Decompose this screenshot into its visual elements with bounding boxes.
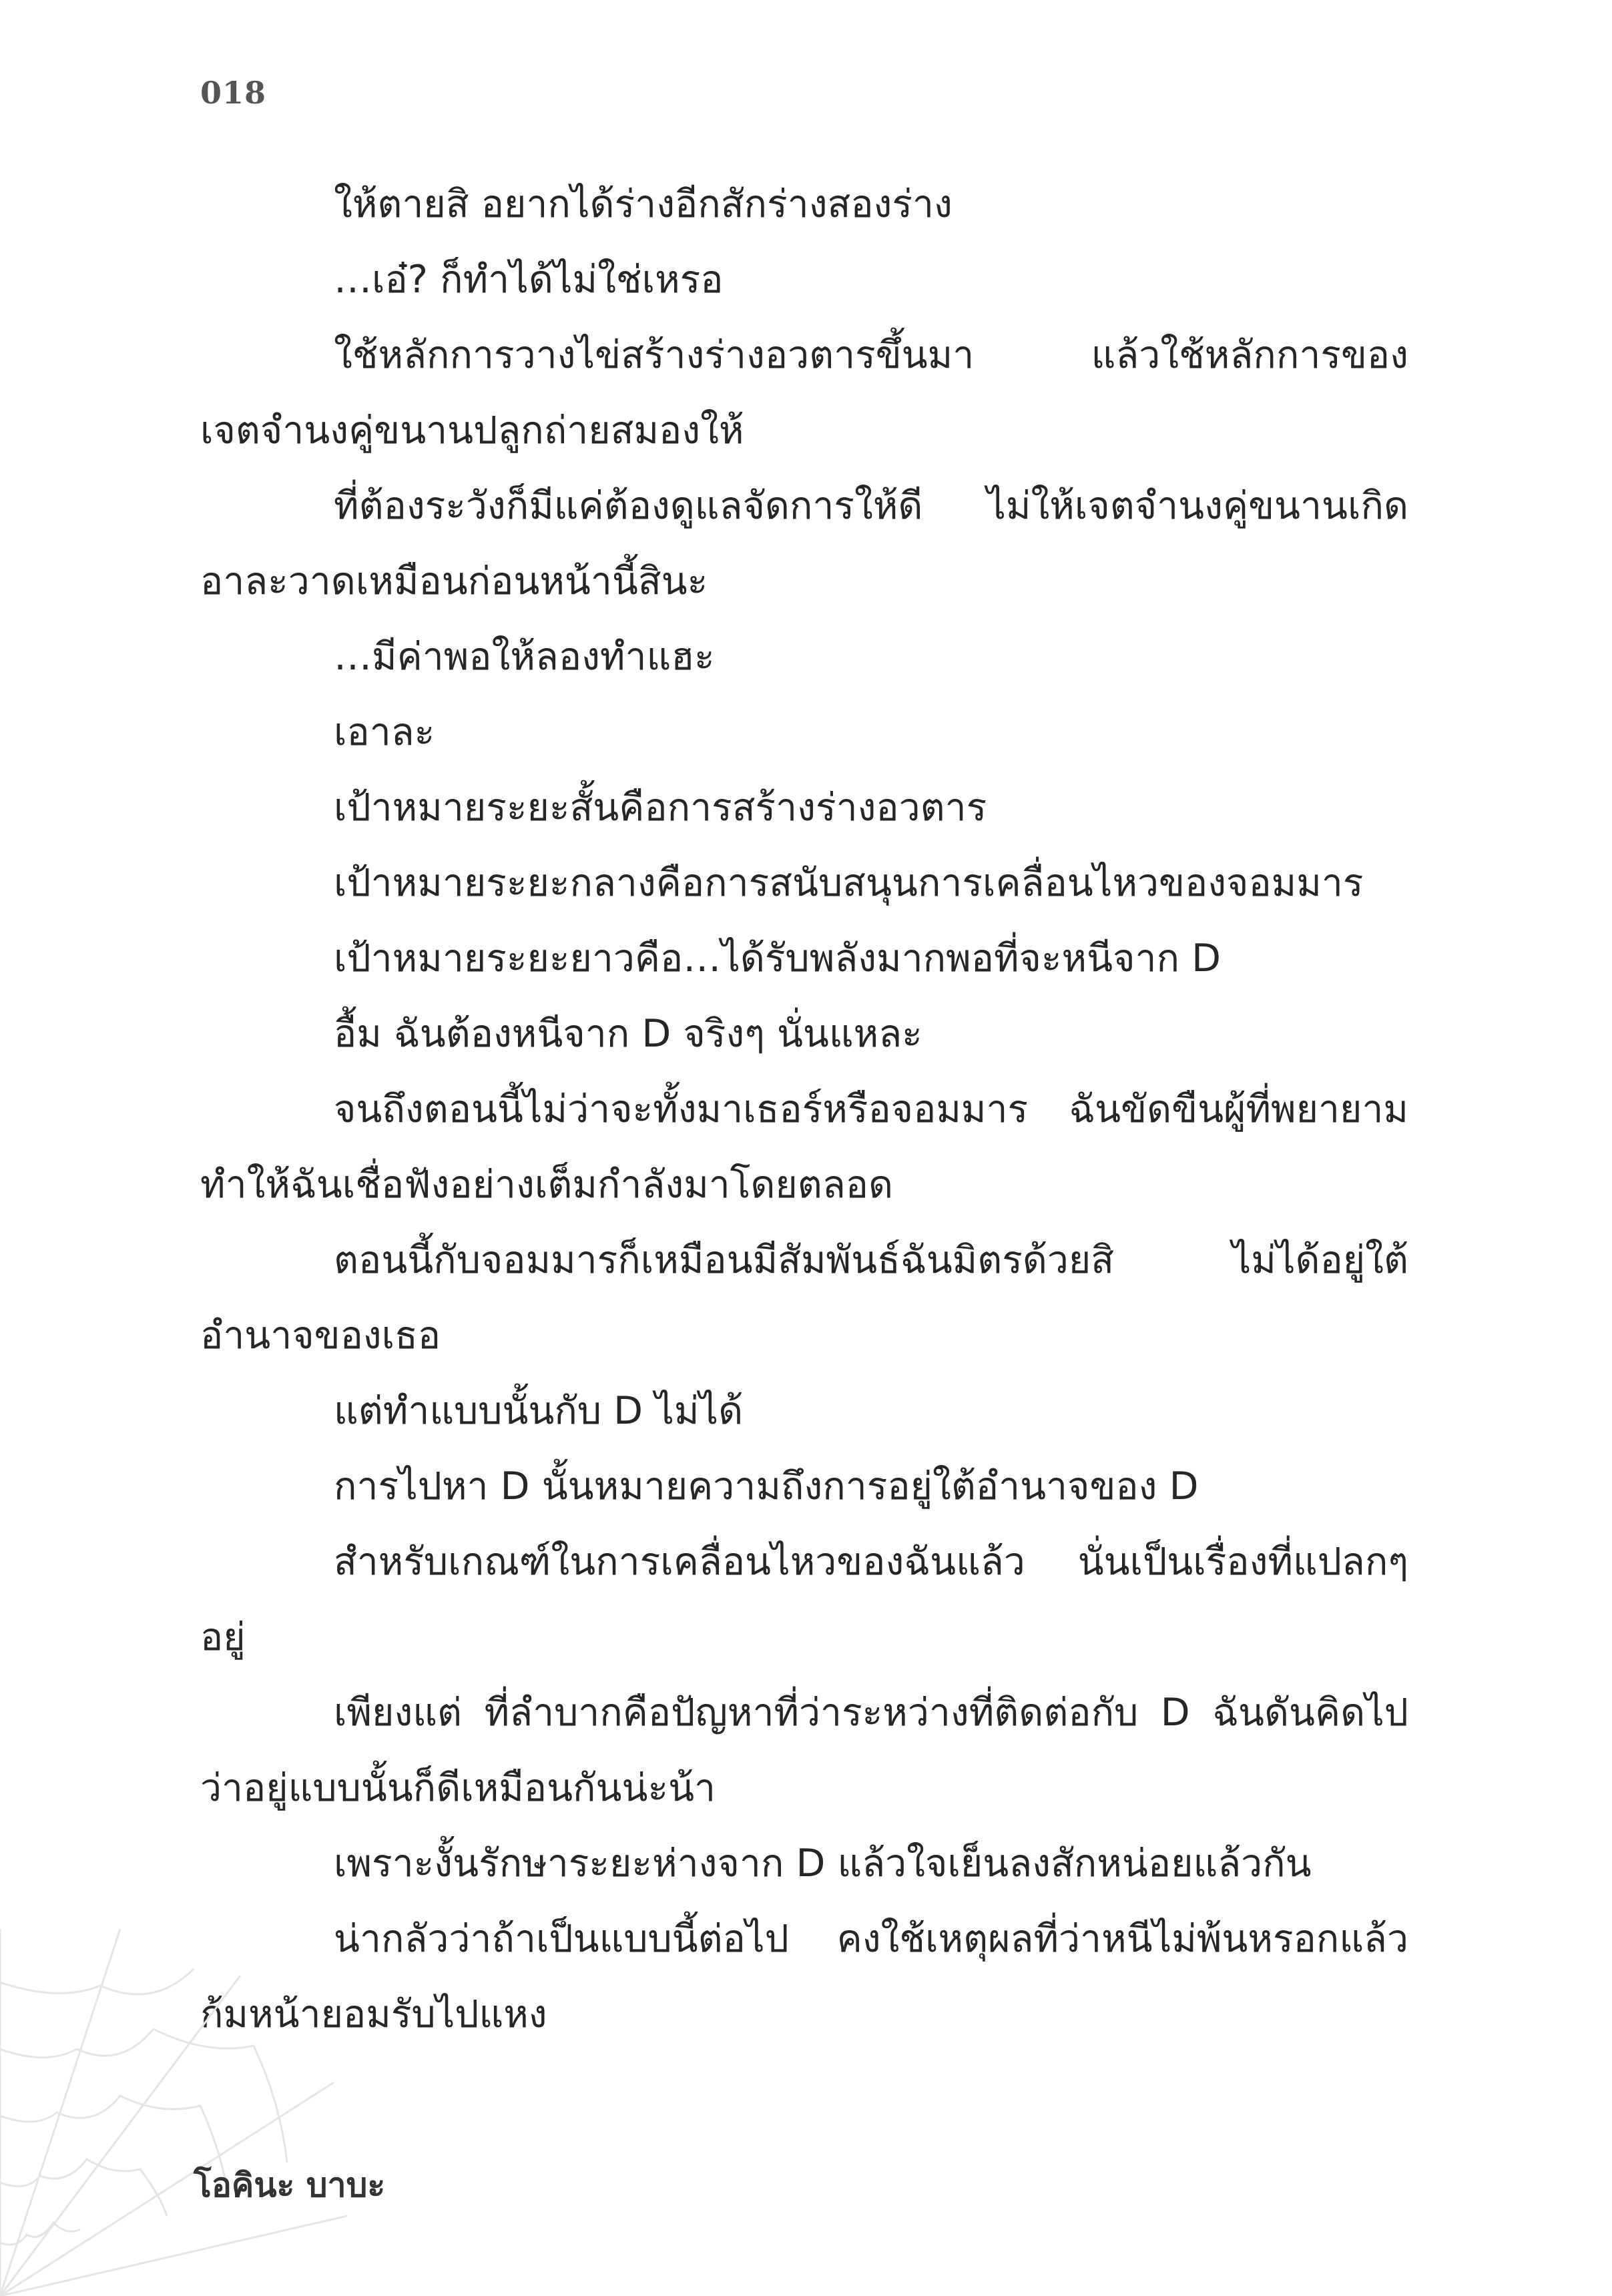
paragraph: เป้าหมายระยะสั้นคือการสร้างร่างอวตาร [334,786,987,830]
paragraph: เพียงแต่ ที่ลำบากคือปัญหาที่ว่าระหว่างที่ติดต่อกับ D ฉันดันคิดไปว่าอยู่แบบนั้นก็ดีเหมือนกันน่ะน้า [200,1691,1408,1810]
paragraph: …เอ๋? ก็ทำได้ไม่ใช่เหรอ [334,258,724,302]
page-number: 018 [200,75,267,111]
cobweb-icon [0,1929,347,2296]
paragraph: เพราะงั้นรักษาระยะห่างจาก D แล้วใจเย็นลงสักหน่อยแล้วกัน [334,1841,1312,1886]
body-text [200,167,1408,2052]
paragraph: เป้าหมายระยะกลางคือการสนับสนุนการเคลื่อนไหวของจอมมาร [334,861,1364,905]
paragraph: อื้ม ฉันต้องหนีจาก D จริงๆ นั่นแหละ [334,1012,922,1056]
paragraph: แต่ทำแบบนั้นกับ D ไม่ได้ [334,1389,744,1433]
paragraph: ใช้หลักการวางไข่สร้างร่างอวตารขึ้นมา แล้วใช้หลักการของเจตจำนงคู่ขนานปลูกถ่ายสมองให้ [200,333,1408,453]
author-name: โอคินะ บาบะ [194,2166,386,2205]
paragraph: ที่ต้องระวังก็มีแค่ต้องดูแลจัดการให้ดี ไม่ให้เจตจำนงคู่ขนานเกิดอาละวาดเหมือนก่อนหน้านี้สินะ [200,484,1408,603]
paragraph: สำหรับเกณฑ์ในการเคลื่อนไหวของฉันแล้ว นั่นเป็นเรื่องที่แปลกๆ อยู่ [200,1540,1408,1659]
paragraph: ให้ตายสิ อยากได้ร่างอีกสักร่างสองร่าง [334,182,953,226]
paragraph: น่ากลัวว่าถ้าเป็นแบบนี้ต่อไป คงใช้เหตุผลที่ว่าหนีไม่พ้นหรอกแล้วก้มหน้ายอมรับไปแหง [200,1917,1408,2036]
paragraph: จนถึงตอนนี้ไม่ว่าจะทั้งมาเธอร์หรือจอมมาร ฉันขัดขืนผู้ที่พยายามทำให้ฉันเชื่อฟังอย่างเต็มกำลังมาโดยตลอด [200,1087,1408,1207]
paragraph: ตอนนี้กับจอมมารก็เหมือนมีสัมพันธ์ฉันมิตรด้วยสิ ไม่ได้อยู่ใต้อำนาจของเธอ [200,1238,1408,1358]
paragraph: เอาละ [334,710,435,754]
paragraph: เป้าหมายระยะยาวคือ…ได้รับพลังมากพอที่จะหนีจาก D [334,936,1222,980]
paragraph: …มีค่าพอให้ลองทำแฮะ [334,635,715,679]
paragraph: การไปหา D นั้นหมายความถึงการอยู่ใต้อำนาจของ D [334,1464,1199,1508]
